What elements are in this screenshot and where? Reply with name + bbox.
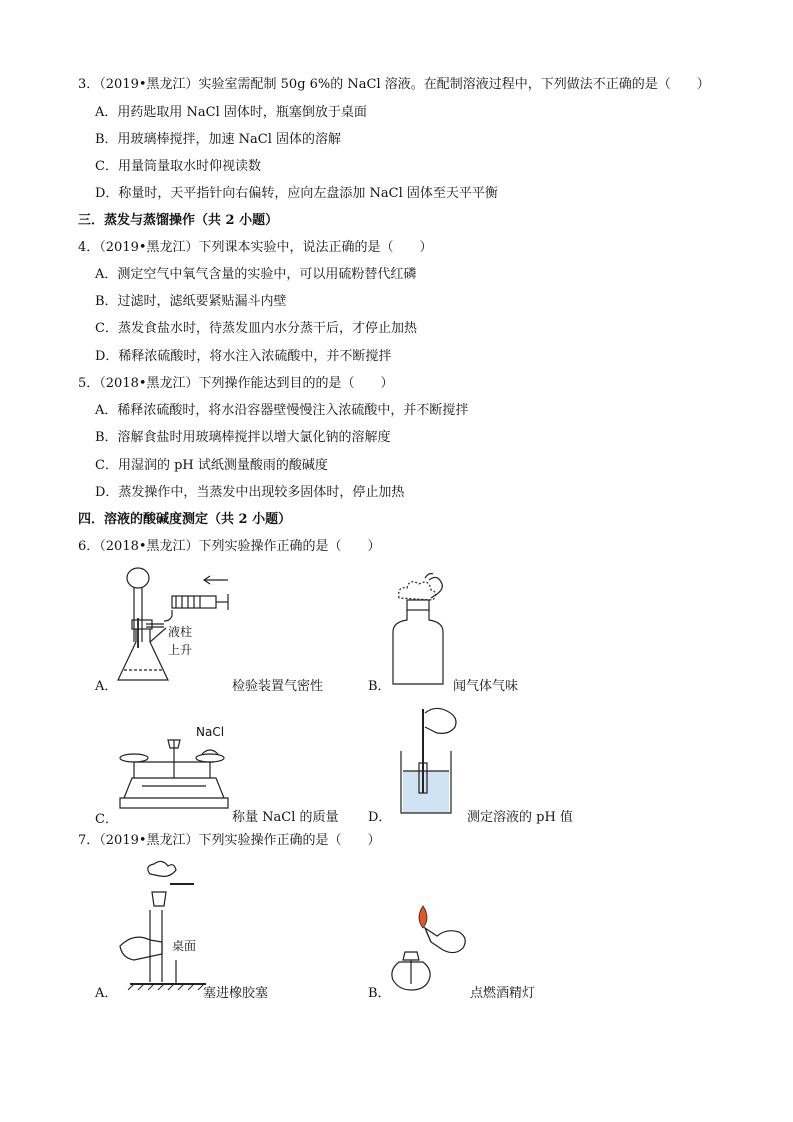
alcohol-lamp-figure: [385, 900, 475, 995]
fig-label-liquid-column: 液柱: [168, 625, 193, 639]
q6-c-caption: 称量 NaCl 的质量: [232, 810, 339, 825]
q4-option-d: D．稀释浓硫酸时，将水注入浓硫酸中，并不断搅拌: [95, 349, 392, 364]
q7-stem: 7．（2019•黑龙江）下列实验操作正确的是（ ）: [78, 833, 381, 848]
q4-option-a: A．测定空气中氧气含量的实验中，可以用硫粉替代红磷: [95, 267, 417, 282]
section-heading-evaporation: 三．蒸发与蒸馏操作（共 2 小题）: [78, 213, 279, 228]
gas-bottle-figure: [385, 572, 460, 687]
q6-b-caption: 闻气体气味: [453, 679, 519, 694]
ph-test-beaker-figure: [395, 703, 470, 818]
q4-option-b: B．过滤时，滤纸要紧贴漏斗内壁: [95, 294, 287, 309]
q3-option-c: C．用量筒量取水时仰视读数: [95, 159, 261, 174]
q5-option-b: B．溶解食盐时用玻璃棒搅拌以增大氯化钠的溶解度: [95, 430, 391, 445]
q5-option-c: C．用湿润的 pH 试纸测量酸雨的酸碱度: [95, 458, 328, 473]
q7-b-caption: 点燃酒精灯: [470, 986, 536, 1001]
q7-a-caption: 塞进橡胶塞: [203, 986, 269, 1001]
q3-option-b: B．用玻璃棒搅拌，加速 NaCl 固体的溶解: [95, 132, 342, 147]
section-heading-ph: 四．溶液的酸碱度测定（共 2 小题）: [78, 512, 292, 527]
fig-label-rise: 上升: [168, 643, 193, 657]
fig-label-nacl: NaCl: [196, 725, 225, 739]
q3-option-a: A．用药匙取用 NaCl 固体时，瓶塞倒放于桌面: [95, 105, 367, 120]
q6-c-letter: C．: [95, 812, 118, 827]
q7-a-letter: A．: [95, 986, 118, 1001]
fig-label-tabletop: 桌面: [172, 939, 197, 953]
q4-option-c: C．蒸发食盐水时，待蒸发皿内水分蒸干后，才停止加热: [95, 321, 417, 336]
q5-stem: 5．（2018•黑龙江）下列操作能达到目的的是（ ）: [78, 376, 394, 391]
airtightness-apparatus-figure: [110, 562, 240, 692]
q6-a-letter: A．: [95, 679, 118, 694]
q5-option-a: A．稀释浓硫酸时，将水沿容器壁慢慢注入浓硫酸中，并不断搅拌: [95, 403, 469, 418]
q3-option-d: D．称量时，天平指针向右偏转，应向左盘添加 NaCl 固体至天平平衡: [95, 186, 498, 201]
q6-a-caption: 检验装置气密性: [232, 679, 324, 694]
q5-option-d: D．蒸发操作中，当蒸发中出现较多固体时，停止加热: [95, 485, 405, 500]
stopper-test-tube-figure: [110, 858, 210, 993]
q6-stem: 6．（2018•黑龙江）下列实验操作正确的是（ ）: [78, 539, 381, 554]
balance-figure: [112, 720, 237, 820]
q4-stem: 4．（2019•黑龙江）下列课本实验中，说法正确的是（ ）: [78, 240, 433, 255]
q3-stem: 3．（2019•黑龙江）实验室需配制 50g 6%的 NaCl 溶液。在配制溶液过程中，下列做法不正确的是（ ）: [78, 77, 710, 92]
q6-d-caption: 测定溶液的 pH 值: [467, 810, 573, 825]
q7-b-letter: B．: [368, 986, 391, 1001]
q6-b-letter: B．: [368, 679, 391, 694]
q6-d-letter: D．: [368, 810, 392, 825]
